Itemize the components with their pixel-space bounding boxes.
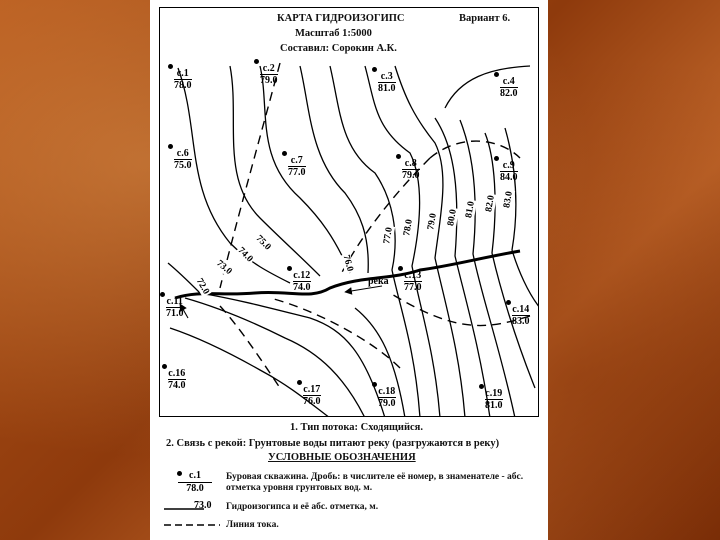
well-dot — [372, 382, 377, 387]
contour-75-south — [200, 293, 385, 417]
well-c8 — [402, 158, 420, 181]
hydro-map-drawing — [160, 8, 539, 417]
well-value: 79.0 — [378, 398, 396, 409]
well-c19 — [485, 388, 503, 411]
well-value: 79.0 — [402, 170, 420, 181]
well-value: 81.0 — [378, 83, 396, 94]
well-c2 — [260, 63, 278, 86]
well-c3 — [378, 71, 396, 94]
well-name: с.14 — [512, 304, 530, 315]
author-label: Составил: Сорокин А.К. — [280, 43, 397, 54]
well-c12 — [293, 270, 311, 293]
well-dot — [160, 292, 165, 297]
well-name: с.9 — [500, 160, 518, 172]
well-c9 — [500, 160, 518, 183]
well-dot — [494, 156, 499, 161]
well-dot — [287, 266, 292, 271]
legend-well-symbol — [178, 470, 212, 495]
well-value: 79.0 — [260, 75, 278, 86]
well-value: 77.0 — [288, 167, 306, 178]
well-dot — [162, 364, 167, 369]
contour-74-south — [185, 298, 365, 417]
hydro-map — [159, 7, 539, 417]
well-name: с.17 — [303, 384, 321, 395]
well-value: 82.0 — [500, 88, 518, 99]
contour-72 — [168, 263, 200, 293]
legend-contour-desc: Гидроизогипса и её абс. отметка, м. — [226, 502, 379, 512]
flow-type-note: 1. Тип потока: Сходящийся. — [290, 422, 423, 433]
well-name: с.2 — [260, 63, 278, 75]
legend-contour-value: 73.0 — [194, 500, 212, 511]
contour-label: 81.0 — [464, 200, 477, 219]
well-c11 — [166, 296, 184, 319]
river-relation-note: 2. Связь с рекой: Грунтовые воды питают реку (разгружаются в реку) — [166, 438, 500, 449]
contour-79 — [395, 66, 465, 417]
legend-well-dot — [177, 471, 182, 476]
flowline-northeast — [430, 141, 520, 158]
well-c16 — [168, 368, 186, 391]
well-name: с.12 — [293, 270, 311, 281]
legend-well-desc: Буровая скважина. Дробь: в числителе её номер, в знаменателе - абс. отметка уровня грунтовых вод. м. — [226, 472, 524, 493]
well-value: 74.0 — [168, 380, 186, 391]
well-name: с.19 — [485, 388, 503, 399]
legend-title: УСЛОВНЫЕ ОБОЗНАЧЕНИЯ — [268, 452, 416, 463]
map-sheet — [150, 0, 548, 540]
well-c17 — [303, 384, 321, 407]
well-name: с.8 — [402, 158, 420, 170]
well-dot — [168, 64, 173, 69]
well-c18 — [378, 386, 396, 409]
contour-label: 77.0 — [382, 226, 395, 245]
well-name: с.11 — [166, 296, 183, 307]
contour-label: 72.0 — [193, 276, 211, 297]
well-name: с.1 — [174, 68, 192, 80]
scale-label: Масштаб 1:5000 — [295, 28, 372, 39]
contour-83 — [505, 128, 539, 308]
well-name: с.18 — [378, 386, 396, 397]
well-value: 71.0 — [166, 308, 184, 319]
well-c6 — [174, 148, 192, 171]
well-name: с.4 — [500, 76, 518, 88]
well-dot — [396, 154, 401, 159]
contour-label: 83.0 — [502, 190, 515, 209]
contour-label: 75.0 — [253, 233, 273, 253]
well-name: с.16 — [168, 368, 186, 379]
river-label: река — [368, 276, 389, 287]
contour-78 — [365, 66, 440, 417]
well-value: 78.0 — [174, 80, 192, 91]
well-c4 — [500, 76, 518, 99]
well-c1 — [174, 68, 192, 91]
well-dot — [398, 266, 403, 271]
legend-flowline-desc: Линия тока. — [226, 520, 279, 530]
well-value: 81.0 — [485, 400, 503, 411]
contour-label: 74.0 — [235, 245, 255, 265]
contour-label: 76.0 — [340, 253, 355, 273]
well-c7 — [288, 155, 306, 178]
well-dot — [254, 59, 259, 64]
contour-label: 78.0 — [402, 218, 415, 237]
well-value: 83.0 — [512, 316, 530, 327]
well-value: 75.0 — [174, 160, 192, 171]
flow-lines — [220, 63, 530, 388]
well-dot — [479, 384, 484, 389]
contour-label: 80.0 — [446, 208, 459, 227]
legend-flowline — [164, 520, 220, 530]
well-dot — [506, 300, 511, 305]
well-value: 76.0 — [303, 396, 321, 407]
well-dot — [282, 151, 287, 156]
flowline-south — [270, 298, 400, 368]
well-dot — [297, 380, 302, 385]
legend-well-name: с.1 — [178, 470, 212, 483]
contour-77 — [330, 66, 420, 417]
well-c13 — [404, 270, 422, 293]
well-value: 84.0 — [500, 172, 518, 183]
map-title: КАРТА ГИДРОИЗОГИПС — [277, 13, 405, 24]
contour-label: 73.0 — [214, 258, 234, 277]
well-name: с.3 — [378, 71, 396, 83]
legend-well-value: 78.0 — [186, 483, 204, 494]
contour-lines — [168, 66, 539, 417]
flowline-southeast — [390, 293, 530, 326]
well-dot — [168, 144, 173, 149]
variant-label: Вариант 6. — [459, 13, 511, 24]
well-dot — [494, 72, 499, 77]
well-c14 — [512, 304, 530, 327]
well-name: с.13 — [404, 270, 422, 281]
contour-label: 82.0 — [484, 194, 497, 213]
contour-label: 79.0 — [426, 212, 439, 231]
well-name: с.7 — [288, 155, 306, 167]
well-value: 74.0 — [293, 282, 311, 293]
well-value: 77.0 — [404, 282, 422, 293]
well-dot — [372, 67, 377, 72]
contour-73-north — [178, 68, 290, 283]
well-name: с.6 — [174, 148, 192, 160]
